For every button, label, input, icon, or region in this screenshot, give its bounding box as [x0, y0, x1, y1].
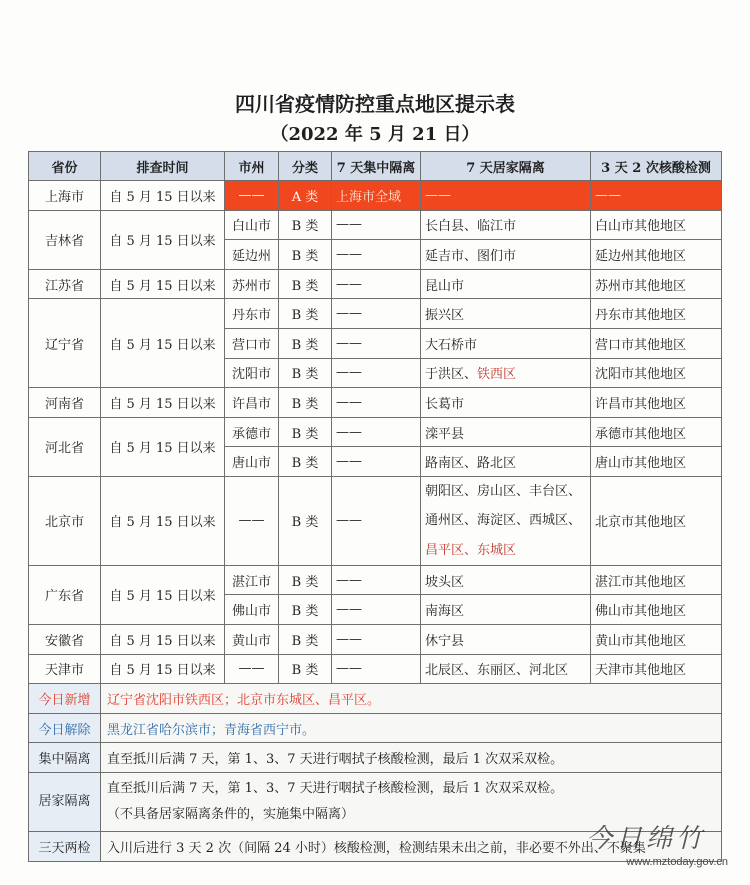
note-text-new: 辽宁省沈阳市铁西区；北京市东城区、昌平区。	[101, 684, 722, 714]
test-cell: 丹东市其他地区	[591, 299, 722, 329]
central-cell: ——	[332, 565, 421, 595]
province-cell: 安徽省	[29, 625, 101, 655]
province-cell: 江苏省	[29, 269, 101, 299]
central-cell: ——	[332, 210, 421, 240]
class-cell: B 类	[279, 299, 332, 329]
class-cell: B 类	[279, 625, 332, 655]
home-cell: 南海区	[421, 595, 591, 625]
central-cell: ——	[332, 625, 421, 655]
home-area-text: 于洪区、	[425, 367, 478, 383]
table-row	[29, 269, 722, 299]
time-cell: 自 5 月 15 日以来	[101, 476, 225, 565]
city-cell: 丹东市	[225, 299, 279, 329]
note-label-lift: 今日解除	[29, 713, 101, 743]
central-cell: ——	[332, 447, 421, 477]
home-cell	[421, 358, 591, 388]
central-cell: ——	[332, 388, 421, 418]
table-row	[29, 299, 722, 329]
time-cell: 自 5 月 15 日以来	[101, 269, 225, 299]
note-text-central: 直至抵川后满 7 天，第 1、3、7 天进行咽拭子核酸检测，最后 1 次双采双检。	[101, 743, 722, 773]
header-central: 7 天集中隔离	[332, 152, 421, 181]
class-cell: B 类	[279, 595, 332, 625]
test-cell: 苏州市其他地区	[591, 269, 722, 299]
test-cell: 湛江市其他地区	[591, 565, 722, 595]
time-cell: 自 5 月 15 日以来	[101, 565, 225, 624]
class-cell: B 类	[279, 240, 332, 270]
central-cell: 上海市全域	[332, 181, 421, 211]
province-cell: 上海市	[29, 181, 101, 211]
page-title: 四川省疫情防控重点地区提示表	[235, 92, 515, 116]
time-cell: 自 5 月 15 日以来	[101, 181, 225, 211]
table-row	[29, 417, 722, 447]
home-cell: 路南区、路北区	[421, 447, 591, 477]
table-row	[29, 625, 722, 655]
city-cell: 唐山市	[225, 447, 279, 477]
test-cell: 营口市其他地区	[591, 328, 722, 358]
header-class: 分类	[279, 152, 332, 181]
central-cell: ——	[332, 595, 421, 625]
home-line-1: 朝阳区、房山区、丰台区、	[425, 483, 582, 499]
table-row	[29, 654, 722, 684]
table-row	[29, 565, 722, 595]
note-row-lift	[29, 713, 722, 743]
city-cell: ——	[225, 181, 279, 211]
home-cell	[421, 476, 591, 565]
city-cell: 黄山市	[225, 625, 279, 655]
city-cell: 佛山市	[225, 595, 279, 625]
test-cell: 黄山市其他地区	[591, 625, 722, 655]
class-cell: A 类	[279, 181, 332, 211]
header-city: 市州	[225, 152, 279, 181]
class-cell: B 类	[279, 358, 332, 388]
central-cell: ——	[332, 358, 421, 388]
class-cell: B 类	[279, 328, 332, 358]
city-cell: 许昌市	[225, 388, 279, 418]
test-cell: 佛山市其他地区	[591, 595, 722, 625]
test-cell: 沈阳市其他地区	[591, 358, 722, 388]
note-label-home: 居家隔离	[29, 772, 101, 831]
test-cell: 许昌市其他地区	[591, 388, 722, 418]
note-text-home-line-1: 直至抵川后满 7 天，第 1、3、7 天进行咽拭子核酸检测，最后 1 次双采双检。	[107, 780, 564, 796]
city-cell: 沈阳市	[225, 358, 279, 388]
province-cell: 吉林省	[29, 210, 101, 269]
city-cell: 承德市	[225, 417, 279, 447]
watermark-logo: 今日绵竹	[585, 824, 706, 854]
table-row	[29, 210, 722, 240]
note-text-lift: 黑龙江省哈尔滨市；青海省西宁市。	[101, 713, 722, 743]
class-cell: B 类	[279, 654, 332, 684]
class-cell: B 类	[279, 269, 332, 299]
test-cell: 北京市其他地区	[591, 476, 722, 565]
new-area-text: 铁西区	[477, 367, 517, 383]
city-cell: 延边州	[225, 240, 279, 270]
test-cell: 唐山市其他地区	[591, 447, 722, 477]
central-cell: ——	[332, 417, 421, 447]
central-cell: ——	[332, 299, 421, 329]
test-cell: 天津市其他地区	[591, 654, 722, 684]
note-text-test: 入川后进行 3 天 2 次（间隔 24 小时）核酸检测，检测结果未出之前，非必要不外出、不聚集	[101, 831, 722, 861]
note-text-home-line-2: （不具备居家隔离条件的，实施集中隔离）	[107, 806, 355, 822]
home-cell: 延吉市、图们市	[421, 240, 591, 270]
home-cell: 休宁县	[421, 625, 591, 655]
home-cell: 坡头区	[421, 565, 591, 595]
home-line-2: 通州区、海淀区、西城区、	[425, 513, 582, 529]
province-cell: 河南省	[29, 388, 101, 418]
table-row	[29, 388, 722, 418]
home-cell: 长葛市	[421, 388, 591, 418]
class-cell: B 类	[279, 565, 332, 595]
table-header	[29, 152, 722, 181]
note-label-new: 今日新增	[29, 684, 101, 714]
watermark-url: www.mztoday.gov.cn	[626, 856, 728, 868]
home-cell: 昆山市	[421, 269, 591, 299]
time-cell: 自 5 月 15 日以来	[101, 210, 225, 269]
time-cell: 自 5 月 15 日以来	[101, 417, 225, 476]
header-home: 7 天居家隔离	[421, 152, 591, 181]
province-cell: 广东省	[29, 565, 101, 624]
note-label-central: 集中隔离	[29, 743, 101, 773]
city-cell: ——	[225, 476, 279, 565]
time-cell: 自 5 月 15 日以来	[101, 625, 225, 655]
test-cell: 白山市其他地区	[591, 210, 722, 240]
home-cell: 大石桥市	[421, 328, 591, 358]
city-cell: 营口市	[225, 328, 279, 358]
note-row-central	[29, 743, 722, 773]
note-label-test: 三天两检	[29, 831, 101, 861]
test-cell: 延边州其他地区	[591, 240, 722, 270]
class-cell: B 类	[279, 476, 332, 565]
new-area-text: 昌平区、东城区	[425, 542, 517, 558]
city-cell: ——	[225, 654, 279, 684]
province-cell: 河北省	[29, 417, 101, 476]
header-province: 省份	[29, 152, 101, 181]
time-cell: 自 5 月 15 日以来	[101, 654, 225, 684]
header-test: 3 天 2 次核酸检测	[591, 152, 722, 181]
province-cell: 天津市	[29, 654, 101, 684]
city-cell: 白山市	[225, 210, 279, 240]
province-cell: 北京市	[29, 476, 101, 565]
class-cell: B 类	[279, 447, 332, 477]
central-cell: ——	[332, 269, 421, 299]
header-time: 排查时间	[101, 152, 225, 181]
home-cell: 振兴区	[421, 299, 591, 329]
risk-area-table	[28, 151, 722, 862]
class-cell: B 类	[279, 417, 332, 447]
home-cell: ——	[421, 181, 591, 211]
central-cell: ——	[332, 328, 421, 358]
note-row-new	[29, 684, 722, 714]
time-cell: 自 5 月 15 日以来	[101, 388, 225, 418]
home-cell: 滦平县	[421, 417, 591, 447]
home-cell: 北辰区、东丽区、河北区	[421, 654, 591, 684]
central-cell: ——	[332, 476, 421, 565]
central-cell: ——	[332, 240, 421, 270]
class-cell: B 类	[279, 388, 332, 418]
city-cell: 湛江市	[225, 565, 279, 595]
province-cell: 辽宁省	[29, 299, 101, 388]
city-cell: 苏州市	[225, 269, 279, 299]
table-row	[29, 476, 722, 565]
table-row	[29, 181, 722, 211]
class-cell: B 类	[279, 210, 332, 240]
page-date: （2022 年 5 月 21 日）	[270, 124, 480, 145]
home-cell: 长白县、临江市	[421, 210, 591, 240]
test-cell: 承德市其他地区	[591, 417, 722, 447]
test-cell: ——	[591, 181, 722, 211]
time-cell: 自 5 月 15 日以来	[101, 299, 225, 388]
central-cell: ——	[332, 654, 421, 684]
